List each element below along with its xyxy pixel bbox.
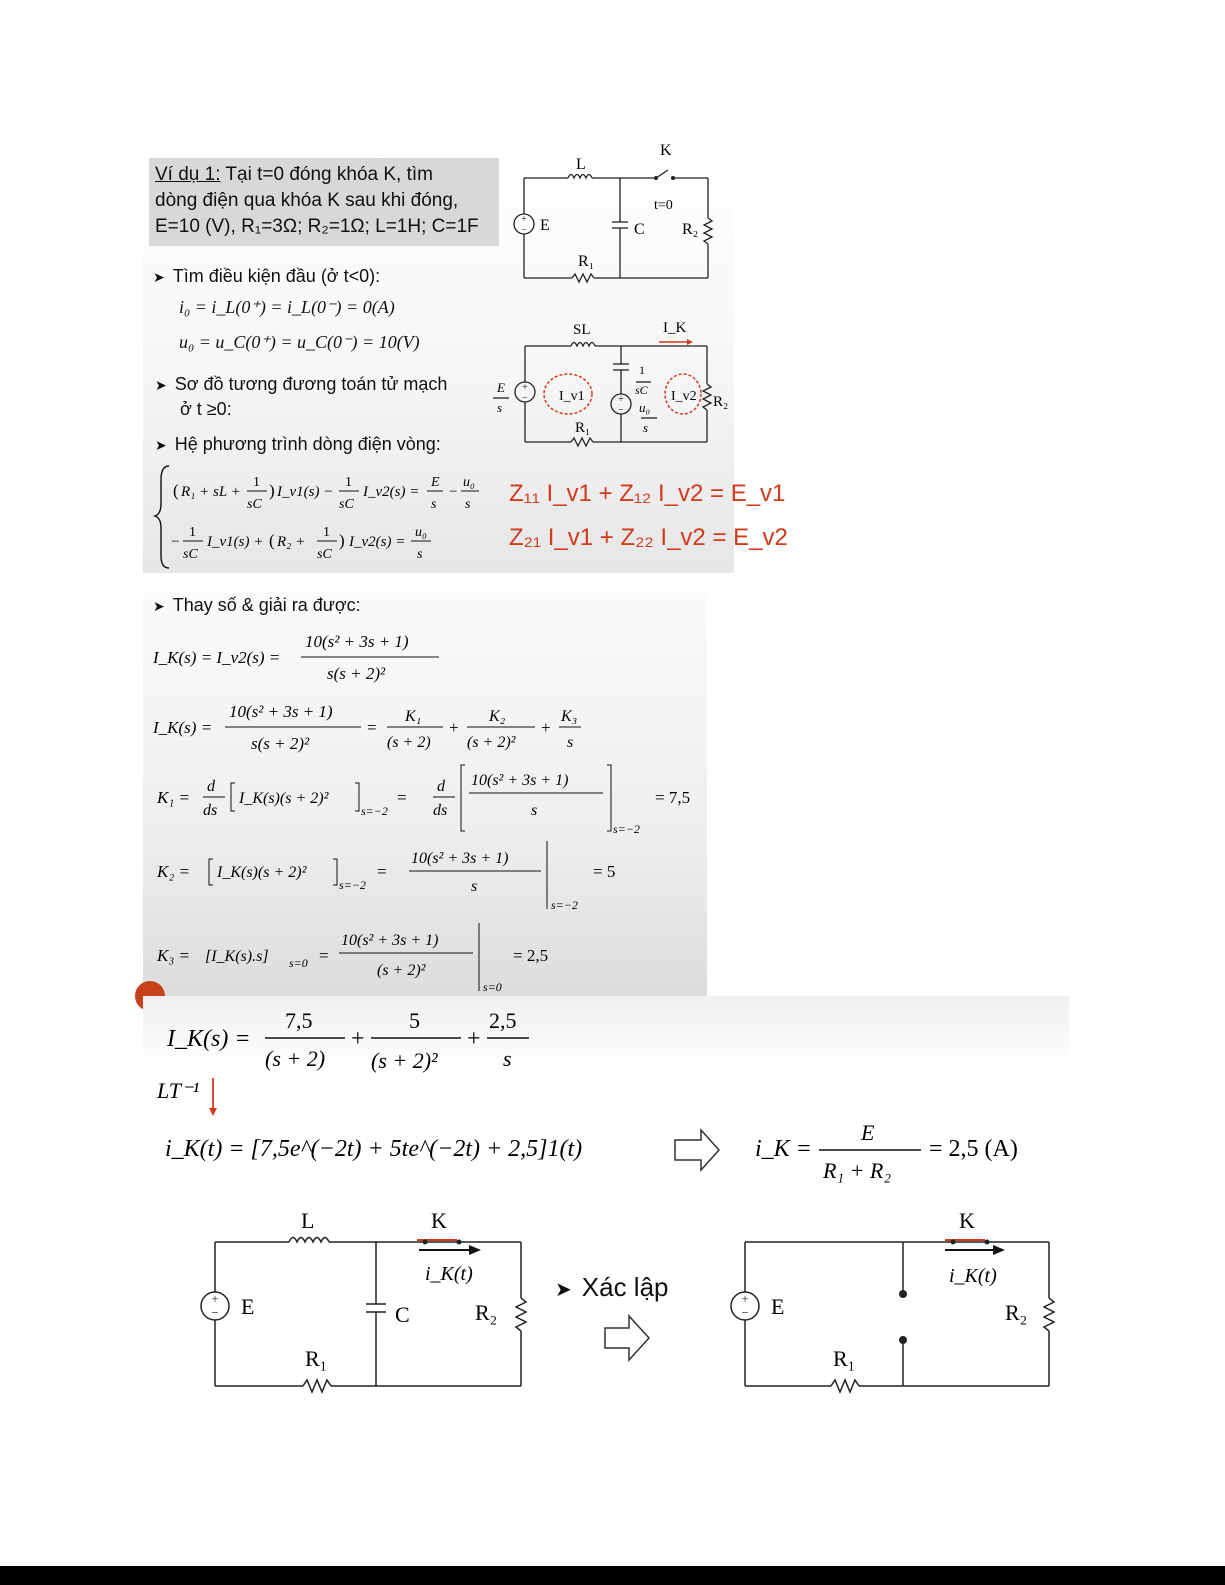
circuit1-label-R1: R₁ xyxy=(578,253,595,270)
svg-text:sC: sC xyxy=(339,497,354,512)
svg-text:R₁ + sL +: R₁ + sL + xyxy=(181,484,241,500)
svg-text:1: 1 xyxy=(639,363,645,377)
svg-text:(: ( xyxy=(269,531,275,550)
svg-text:1: 1 xyxy=(253,475,260,490)
svg-text:+: + xyxy=(522,382,528,393)
svg-text:I_v2(s) =: I_v2(s) = xyxy=(349,534,406,550)
svg-text:K₂: K₂ xyxy=(489,708,506,725)
initial-voltage: u₀ = u_C(0⁺) = u_C(0⁻) = 10(V) xyxy=(179,332,420,352)
k1-result: = 7,5 xyxy=(655,788,691,807)
slide-result xyxy=(143,996,1069,1398)
svg-text:(s + 2)²: (s + 2)² xyxy=(467,734,516,751)
example-text-3: E=10 (V), R₁=3Ω; R₂=1Ω; L=1H; C=1F xyxy=(155,216,479,237)
bullet-substitute: ➤ Thay số & giải ra được: xyxy=(153,595,361,615)
svg-text:ds: ds xyxy=(203,802,218,819)
steady-state-circuit xyxy=(723,1206,1063,1394)
inverse-laplace-label: LT⁻¹ xyxy=(157,1078,200,1103)
circuit1-label-L: L xyxy=(576,156,586,173)
circuit4-label-ik: i_K(t) xyxy=(949,1265,997,1287)
svg-text:s=−2: s=−2 xyxy=(551,898,578,912)
svg-text:(s + 2)²: (s + 2)² xyxy=(371,1048,438,1073)
svg-text:I_K(s) = I_v2(s) =: I_K(s) = I_v2(s) = xyxy=(153,648,281,667)
svg-text:−: − xyxy=(521,225,527,236)
svg-text:−: − xyxy=(171,534,180,550)
circuit1-label-R2: R₂ xyxy=(682,221,699,238)
svg-text:I_v1(s) −: I_v1(s) − xyxy=(277,484,334,500)
example-text-2: dòng điện qua khóa K sau khi đóng, xyxy=(155,190,459,211)
svg-text:10(s² + 3s + 1): 10(s² + 3s + 1) xyxy=(341,932,439,949)
original-circuit-diagram xyxy=(508,142,734,287)
svg-text:ds: ds xyxy=(433,802,448,819)
svg-text:R₁ + R₂: R₁ + R₂ xyxy=(823,1158,892,1183)
svg-text:s: s xyxy=(431,497,437,512)
circuit4-label-R1: R₁ xyxy=(833,1346,856,1371)
svg-text:−: − xyxy=(522,393,528,404)
matrix-equation-2: Z₂₁ I_v1 + Z₂₂ I_v2 = E_v2 xyxy=(509,524,788,551)
svg-text:+: + xyxy=(467,1026,481,1052)
svg-text:(s + 2)²: (s + 2)² xyxy=(377,962,426,979)
operator-circuit-diagram xyxy=(491,314,734,459)
bullet-loop-text: Hệ phương trình dòng điện vòng: xyxy=(174,434,441,454)
circuit1-label-t0: t=0 xyxy=(654,198,673,213)
slide-solution xyxy=(143,591,707,996)
svg-text:s: s xyxy=(643,420,649,435)
svg-text:u₀: u₀ xyxy=(639,400,651,415)
example-label: Ví dụ 1: xyxy=(155,164,221,185)
svg-text:s: s xyxy=(497,400,503,415)
k3-result: = 2,5 xyxy=(513,946,549,965)
svg-text:I_K(s)(s + 2)²: I_K(s)(s + 2)² xyxy=(217,864,307,881)
svg-text:s=−2: s=−2 xyxy=(361,804,388,818)
svg-text:K₃: K₃ xyxy=(561,708,578,725)
loop-equation-system xyxy=(159,460,489,572)
svg-text:1: 1 xyxy=(345,475,352,490)
circuit2-label-Iv1: I_v1 xyxy=(559,389,585,404)
svg-text:I_K(s) =: I_K(s) = xyxy=(167,1026,251,1052)
svg-text:E: E xyxy=(497,380,505,395)
svg-text:I_v1(s) +: I_v1(s) + xyxy=(207,534,264,550)
svg-text:d: d xyxy=(437,778,445,795)
svg-text:s(s + 2)²: s(s + 2)² xyxy=(327,664,386,683)
svg-text:s=−2: s=−2 xyxy=(613,822,640,836)
svg-text:E: E xyxy=(861,1120,875,1145)
svg-text:10(s² + 3s + 1): 10(s² + 3s + 1) xyxy=(471,772,569,789)
svg-text:5: 5 xyxy=(409,1008,420,1033)
bullet-substitute-text: Thay số & giải ra được: xyxy=(172,595,361,615)
bullet-equivalent-circuit: ➤ Sơ đồ tương đương toán tử mạch ở t ≥0: xyxy=(155,374,448,419)
k2-result: = 5 xyxy=(593,862,616,881)
svg-text:10(s² + 3s + 1): 10(s² + 3s + 1) xyxy=(305,632,409,651)
svg-text:K₂ =: K₂ = xyxy=(157,862,190,881)
svg-text:E: E xyxy=(431,475,440,490)
closed-switch-circuit xyxy=(193,1206,533,1394)
circuit3-label-C: C xyxy=(395,1302,410,1327)
svg-text:R₂ +: R₂ + xyxy=(277,534,306,550)
bullet-initial-conditions-text: Tìm điều kiện đầu (ở t<0): xyxy=(172,266,381,286)
svg-text:s(s + 2)²: s(s + 2)² xyxy=(251,734,310,753)
svg-text:s: s xyxy=(531,802,538,819)
circuit4-label-R2: R₂ xyxy=(1005,1300,1028,1325)
svg-text:K₁: K₁ xyxy=(405,708,422,725)
svg-text:=: = xyxy=(377,862,387,881)
circuit4-label-K: K xyxy=(959,1208,975,1233)
circuit3-label-E: E xyxy=(241,1294,255,1319)
svg-text:+: + xyxy=(741,1291,749,1306)
svg-text:): ) xyxy=(339,531,345,550)
svg-text:+: + xyxy=(521,214,527,225)
svg-text:+: + xyxy=(618,394,624,405)
svg-text:I_v2(s) =: I_v2(s) = xyxy=(363,484,420,500)
svg-text:=: = xyxy=(397,788,407,807)
svg-text:[I_K(s).s]: [I_K(s).s] xyxy=(205,948,269,965)
svg-text:2,5: 2,5 xyxy=(489,1008,517,1033)
svg-text:7,5: 7,5 xyxy=(285,1008,313,1033)
bullet-eq-text-1: Sơ đồ tương đương toán tử mạch xyxy=(174,374,448,394)
svg-text:+: + xyxy=(211,1291,219,1306)
svg-text:s: s xyxy=(465,497,471,512)
svg-text:sC: sC xyxy=(247,497,262,512)
circuit4-label-E: E xyxy=(771,1294,785,1319)
bullet-loop-equations: ➤ Hệ phương trình dòng điện vòng: xyxy=(155,434,441,454)
inverse-laplace-equations xyxy=(143,996,1069,1196)
svg-text:s=0: s=0 xyxy=(483,980,502,994)
circuit2-label-Iv2: I_v2 xyxy=(671,389,697,404)
svg-text:I_K(s) =: I_K(s) = xyxy=(153,718,213,737)
circuit1-label-K: K xyxy=(660,142,672,159)
svg-text:s: s xyxy=(471,878,478,895)
svg-text:(s + 2): (s + 2) xyxy=(265,1046,326,1071)
svg-text:1: 1 xyxy=(323,525,330,540)
svg-text:=: = xyxy=(319,946,329,965)
svg-text:−: − xyxy=(618,405,624,416)
initial-current: i₀ = i_L(0⁺) = i_L(0⁻) = 0(A) xyxy=(179,297,395,317)
svg-text:u₀: u₀ xyxy=(415,525,427,540)
circuit1-label-C: C xyxy=(634,221,645,238)
circuit3-label-ik: i_K(t) xyxy=(425,1263,473,1285)
svg-text:i_K =: i_K = xyxy=(755,1136,812,1162)
steady-state-label: ➤ Xác lập xyxy=(555,1272,669,1302)
svg-text:+: + xyxy=(449,718,459,737)
matrix-equation-1: Z₁₁ I_v1 + Z₁₂ I_v2 = E_v1 xyxy=(509,480,786,507)
svg-text:s=−2: s=−2 xyxy=(339,878,366,892)
svg-text:s: s xyxy=(417,547,423,562)
bullet-initial-conditions: ➤ Tìm điều kiện đầu (ở t<0): xyxy=(153,266,381,286)
svg-text:s: s xyxy=(503,1046,512,1071)
circuit2-label-R2: R₂ xyxy=(713,394,729,410)
svg-text:=: = xyxy=(367,718,377,737)
svg-text:(s + 2): (s + 2) xyxy=(387,734,431,751)
circuit2-label-SL: SL xyxy=(573,322,591,338)
time-domain-current: i_K(t) = [7,5e^(−2t) + 5te^(−2t) + 2,5]1(t) xyxy=(165,1136,583,1162)
circuit3-label-L: L xyxy=(301,1208,315,1233)
svg-text:+: + xyxy=(351,1026,365,1052)
svg-text:I_K(s)(s + 2)²: I_K(s)(s + 2)² xyxy=(239,790,329,807)
svg-text:s=0: s=0 xyxy=(289,956,308,970)
svg-text:+: + xyxy=(541,718,551,737)
slide-example xyxy=(143,142,788,573)
steady-state-text: Xác lập xyxy=(581,1272,669,1302)
example-statement xyxy=(149,158,499,246)
svg-text:u₀: u₀ xyxy=(463,475,475,490)
svg-text:sC: sC xyxy=(317,547,332,562)
circuit3-label-K: K xyxy=(431,1208,447,1233)
circuit3-label-R1: R₁ xyxy=(305,1346,328,1371)
partial-fraction-equations xyxy=(143,619,707,996)
steady-state-result: = 2,5 (A) xyxy=(929,1136,1018,1162)
right-arrow-icon xyxy=(603,1314,653,1364)
svg-text:K₃ =: K₃ = xyxy=(157,946,190,965)
svg-text:−: − xyxy=(211,1305,219,1320)
page-bottom-bar xyxy=(0,1566,1225,1585)
svg-text:d: d xyxy=(207,778,215,795)
svg-text:sC: sC xyxy=(635,383,648,397)
svg-text:10(s² + 3s + 1): 10(s² + 3s + 1) xyxy=(229,702,333,721)
circuit3-label-R2: R₂ xyxy=(475,1300,498,1325)
svg-text:−: − xyxy=(741,1305,749,1320)
circuit2-label-R1: R₁ xyxy=(575,420,591,436)
example-text-1: Tại t=0 đóng khóa K, tìm xyxy=(220,164,433,185)
svg-text:(: ( xyxy=(173,481,179,500)
circuit1-label-E: E xyxy=(540,217,550,234)
svg-text:s: s xyxy=(567,734,574,751)
svg-text:): ) xyxy=(269,481,275,500)
svg-text:−: − xyxy=(449,484,458,500)
svg-text:sC: sC xyxy=(183,547,198,562)
svg-text:10(s² + 3s + 1): 10(s² + 3s + 1) xyxy=(411,850,509,867)
svg-text:K₁ =: K₁ = xyxy=(157,788,190,807)
svg-text:1: 1 xyxy=(189,525,196,540)
bullet-eq-text-2: ở t ≥0: xyxy=(180,399,232,419)
circuit2-label-IK: I_K xyxy=(663,320,687,336)
